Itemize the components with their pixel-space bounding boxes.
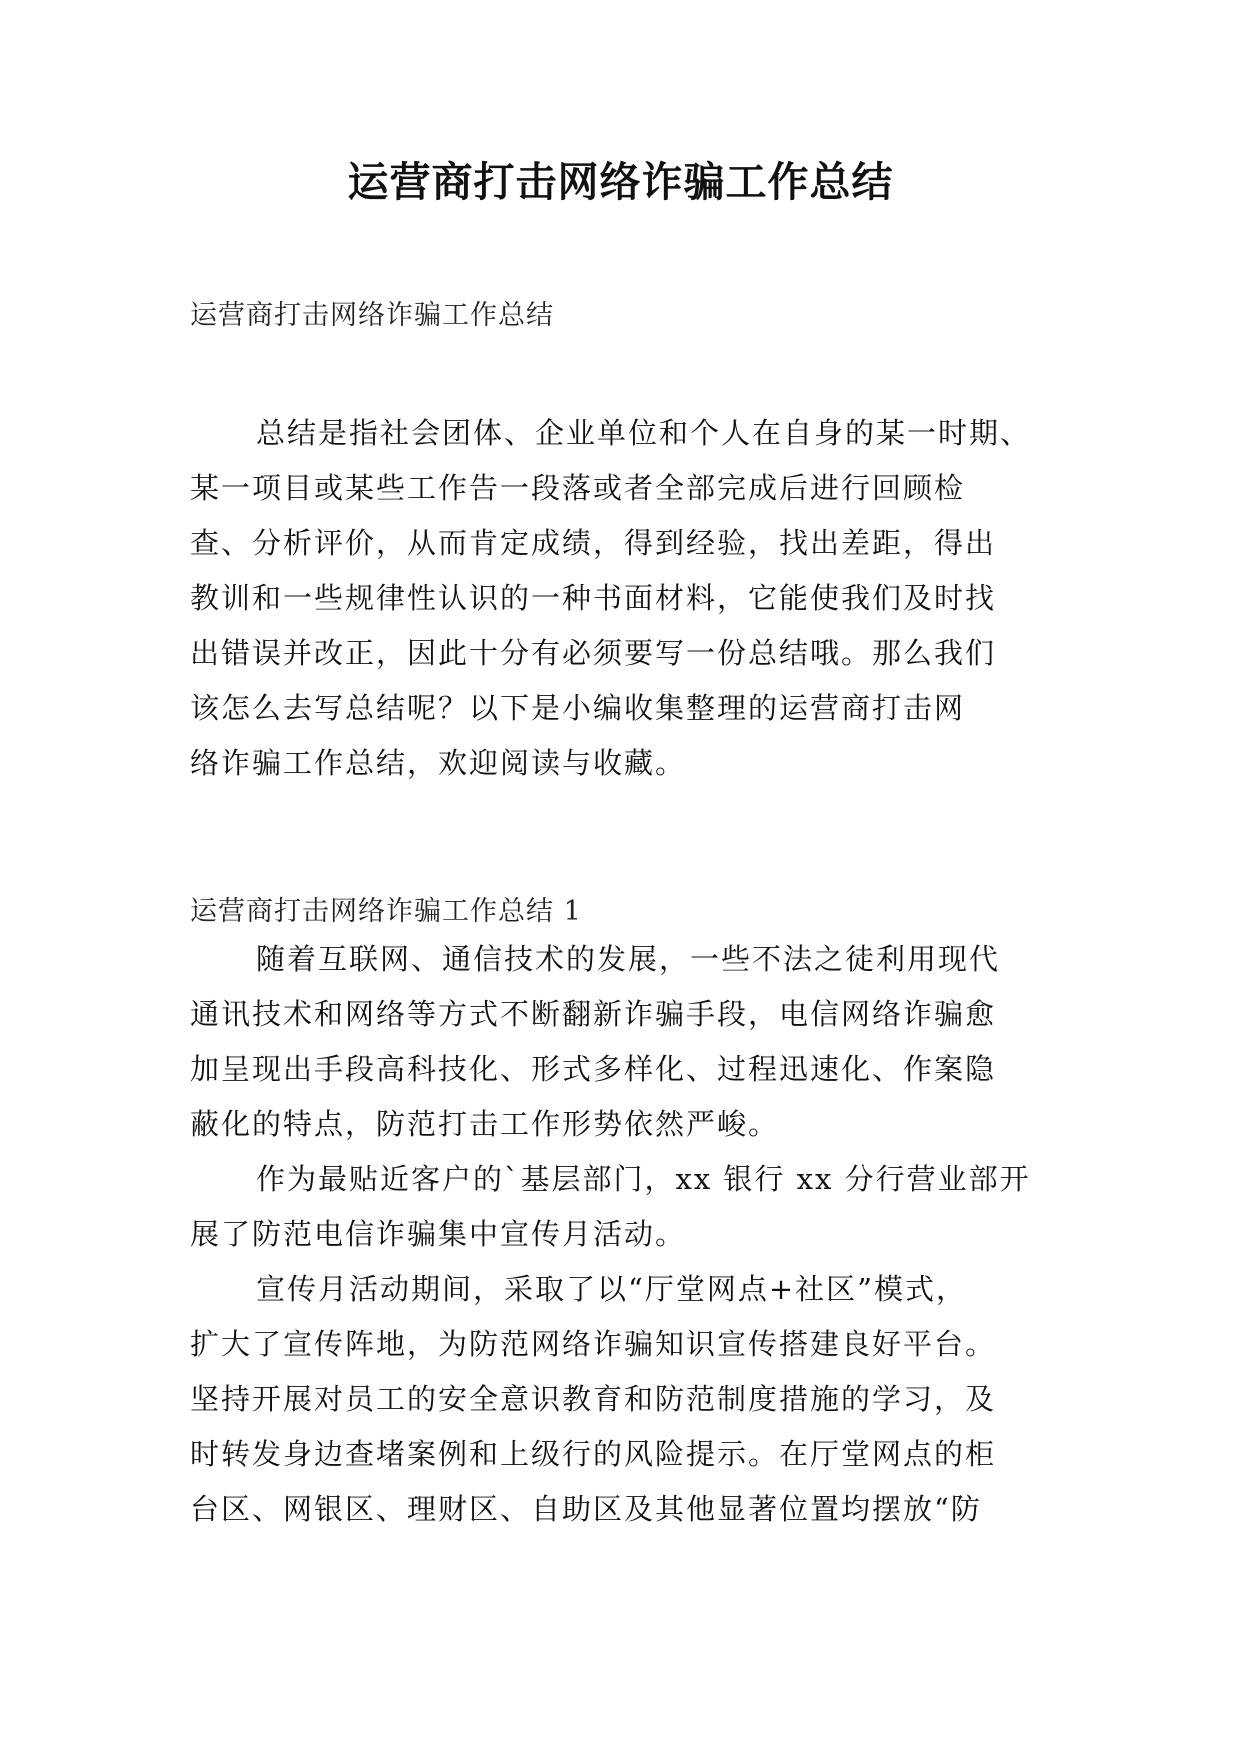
paragraph-line: 通讯技术和网络等方式不断翻新诈骗手段，电信网络诈骗愈: [190, 997, 997, 1031]
section-heading: 运营商打击网络诈骗工作总结 1: [190, 896, 582, 927]
intro-line: 总结是指社会团体、企业单位和个人在自身的某一时期、: [256, 416, 1032, 450]
intro-line: 教训和一些规律性认识的一种书面材料，它能使我们及时找: [190, 581, 997, 615]
intro-line: 出错误并改正，因此十分有必须要写一份总结哦。那么我们: [190, 636, 997, 670]
paragraph-line: 蔽化的特点，防范打击工作形势依然严峻。: [190, 1107, 780, 1141]
paragraph-line: 展了防范电信诈骗集中宣传月活动。: [190, 1217, 687, 1251]
section-paragraph-3: [190, 1262, 1055, 1537]
intro-line: 络诈骗工作总结，欢迎阅读与收藏。: [190, 746, 687, 780]
paragraph-line: 随着互联网、通信技术的发展，一些不法之徒利用现代: [256, 942, 1001, 976]
section-paragraph-2: [190, 1152, 1055, 1262]
intro-line: 某一项目或某些工作告一段落或者全部完成后进行回顾检: [190, 471, 966, 505]
paragraph-line: 宣传月活动期间，采取了以“厅堂网点+社区”模式，: [256, 1272, 967, 1306]
document-subtitle: 运营商打击网络诈骗工作总结: [190, 300, 554, 331]
document-title: 运营商打击网络诈骗工作总结: [347, 158, 894, 206]
paragraph-line: 台区、网银区、理财区、自助区及其他显著位置均摆放“防: [190, 1492, 982, 1526]
section-paragraph-1: [190, 932, 1055, 1152]
paragraph-line: 坚持开展对员工的安全意识教育和防范制度措施的学习，及: [190, 1382, 997, 1416]
intro-paragraph: [190, 406, 1055, 791]
paragraph-line: 加呈现出手段高科技化、形式多样化、过程迅速化、作案隐: [190, 1052, 997, 1086]
paragraph-line: 扩大了宣传阵地，为防范网络诈骗知识宣传搭建良好平台。: [190, 1327, 997, 1361]
intro-line: 该怎么去写总结呢？以下是小编收集整理的运营商打击网: [190, 691, 966, 725]
intro-line: 查、分析评价，从而肯定成绩，得到经验，找出差距，得出: [190, 526, 997, 560]
paragraph-line: 时转发身边查堵案例和上级行的风险提示。在厅堂网点的柜: [190, 1437, 997, 1471]
paragraph-line: 作为最贴近客户的`基层部门，xx 银行 xx 分行营业部开: [256, 1162, 1031, 1196]
